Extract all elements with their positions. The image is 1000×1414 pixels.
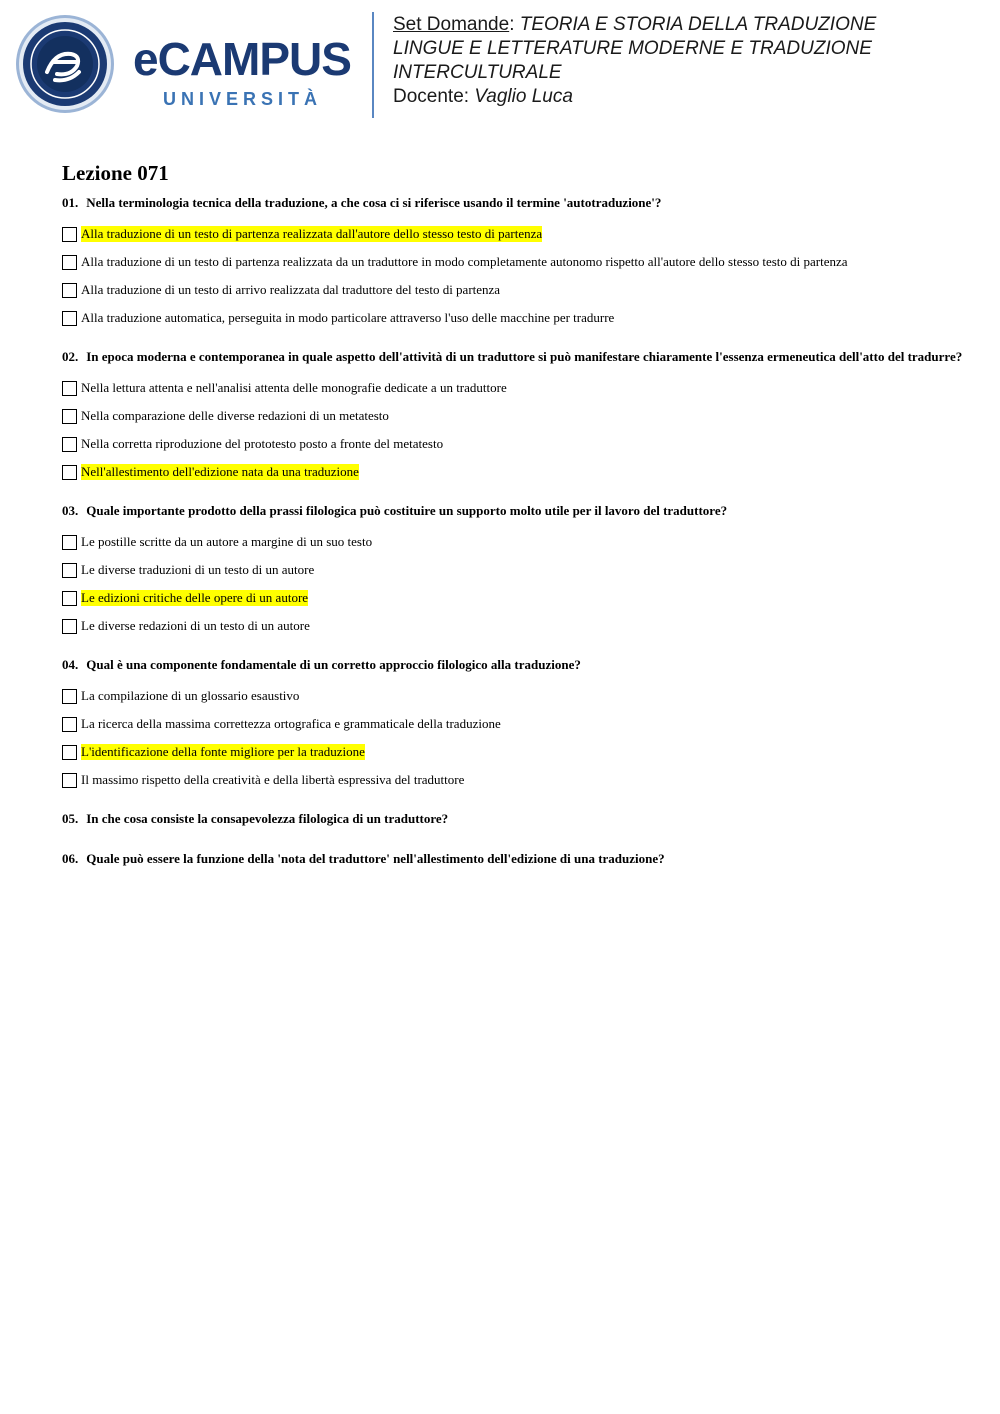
question-text: Qual è una componente fondamentale di un corretto approccio filologico alla traduzione?: [86, 657, 581, 672]
answer-text: Alla traduzione di un testo di arrivo realizzata dal traduttore del testo di partenza: [81, 282, 501, 297]
checkbox[interactable]: [62, 717, 77, 732]
answer-option[interactable]: [62, 530, 962, 558]
answer-option[interactable]: [62, 250, 962, 278]
answer-text: Le diverse redazioni di un testo di un autore: [81, 618, 310, 633]
teacher-line: [393, 85, 983, 109]
checkbox[interactable]: [62, 465, 77, 480]
logo-subtitle: UNIVERSITÀ: [163, 89, 323, 109]
answer-text: La compilazione di un glossario esaustivo: [81, 688, 300, 703]
answer-text: Nella comparazione delle diverse redazioni di un metatesto: [81, 408, 389, 423]
teacher-name: Vaglio Luca: [474, 86, 573, 107]
answer-text: Nella lettura attenta e nell'analisi attenta delle monografie dedicate a un traduttore: [81, 380, 507, 395]
checkbox[interactable]: [62, 591, 77, 606]
answer-option[interactable]: [62, 614, 962, 642]
checkbox[interactable]: [62, 311, 77, 326]
page-header: [0, 0, 1000, 130]
university-seal-icon: [15, 14, 115, 114]
answer-option[interactable]: [62, 222, 962, 250]
answer-option[interactable]: [62, 306, 962, 334]
checkbox[interactable]: [62, 535, 77, 550]
checkbox[interactable]: [62, 563, 77, 578]
answer-option[interactable]: [62, 684, 962, 712]
answer-option[interactable]: [62, 278, 962, 306]
answer-text-correct: Alla traduzione di un testo di partenza realizzata dall'autore dello stesso testo di partenza: [81, 226, 543, 241]
course-info: [393, 13, 983, 109]
answer-text: Alla traduzione automatica, perseguita in modo particolare attraverso l'uso delle macchine per tradurre: [81, 310, 615, 325]
answer-option[interactable]: [62, 404, 962, 432]
answer-text: Il massimo rispetto della creatività e della libertà espressiva del traduttore: [81, 772, 465, 787]
question-03: [62, 500, 962, 522]
teacher-label: Docente:: [393, 86, 470, 107]
checkbox[interactable]: [62, 745, 77, 760]
answer-option[interactable]: [62, 712, 962, 740]
checkbox[interactable]: [62, 283, 77, 298]
lesson-title: Lezione 071: [62, 161, 169, 185]
question-number: 06.: [62, 851, 79, 866]
question-set: [62, 160, 962, 870]
question-text: Quale può essere la funzione della 'nota del traduttore' nell'allestimento dell'edizione di una traduzione?: [86, 851, 665, 866]
program-name: LINGUE E LETTERATURE MODERNE E TRADUZIONE INTERCULTURALE: [393, 38, 872, 83]
question-05: [62, 808, 962, 830]
answer-option[interactable]: [62, 768, 962, 796]
checkbox[interactable]: [62, 437, 77, 452]
answer-text: Le diverse traduzioni di un testo di un autore: [81, 562, 315, 577]
question-text: Nella terminologia tecnica della traduzione, a che cosa ci si riferisce usando il termine 'autotraduzione'?: [86, 195, 662, 210]
answer-text-correct: Le edizioni critiche delle opere di un autore: [81, 590, 309, 605]
answer-text: Le postille scritte da un autore a margine di un suo testo: [81, 534, 373, 549]
course-title: TEORIA E STORIA DELLA TRADUZIONE: [519, 14, 877, 35]
question-number: 04.: [62, 657, 79, 672]
question-06: [62, 848, 962, 870]
question-number: 05.: [62, 811, 79, 826]
answer-option[interactable]: [62, 586, 962, 614]
question-text: In che cosa consiste la consapevolezza filologica di un traduttore?: [86, 811, 449, 826]
set-label: Set Domande: [393, 14, 510, 35]
checkbox[interactable]: [62, 773, 77, 788]
checkbox[interactable]: [62, 619, 77, 634]
question-number: 01.: [62, 195, 79, 210]
answer-option[interactable]: [62, 432, 962, 460]
answer-option[interactable]: [62, 740, 962, 768]
header-divider: [372, 12, 374, 118]
checkbox[interactable]: [62, 381, 77, 396]
question-number: 03.: [62, 503, 79, 518]
program-line: [393, 37, 983, 85]
answer-text: Nella corretta riproduzione del prototesto posto a fronte del metatesto: [81, 436, 444, 451]
checkbox[interactable]: [62, 409, 77, 424]
logo-wordmark: eCAMPUS: [133, 33, 351, 85]
answer-text-correct: Nell'allestimento dell'edizione nata da una traduzione: [81, 464, 359, 479]
course-title-line: Set Domande: TEORIA E STORIA DELLA TRADUZIONE: [393, 14, 877, 35]
checkbox[interactable]: [62, 689, 77, 704]
answer-option[interactable]: [62, 460, 962, 488]
question-number: 02.: [62, 349, 79, 364]
question-02: [62, 346, 962, 368]
question-04: [62, 654, 962, 676]
answer-option[interactable]: [62, 376, 962, 404]
question-01: [62, 192, 962, 214]
answer-text-correct: L'identificazione della fonte migliore per la traduzione: [81, 744, 365, 759]
checkbox[interactable]: [62, 255, 77, 270]
answer-option[interactable]: [62, 558, 962, 586]
question-text: Quale importante prodotto della prassi filologica può costituire un supporto molto utile per il lavoro del traduttore?: [86, 503, 728, 518]
checkbox[interactable]: [62, 227, 77, 242]
question-text: In epoca moderna e contemporanea in quale aspetto dell'attività di un traduttore si può manifestare chiaramente l'essenza ermeneutica dell'atto del tradurre?: [86, 349, 963, 364]
answer-text: Alla traduzione di un testo di partenza realizzata da un traduttore in modo completamente autonomo rispetto all'autore dello stesso testo di partenza: [81, 254, 848, 269]
answer-text: La ricerca della massima correttezza ortografica e grammaticale della traduzione: [81, 716, 501, 731]
